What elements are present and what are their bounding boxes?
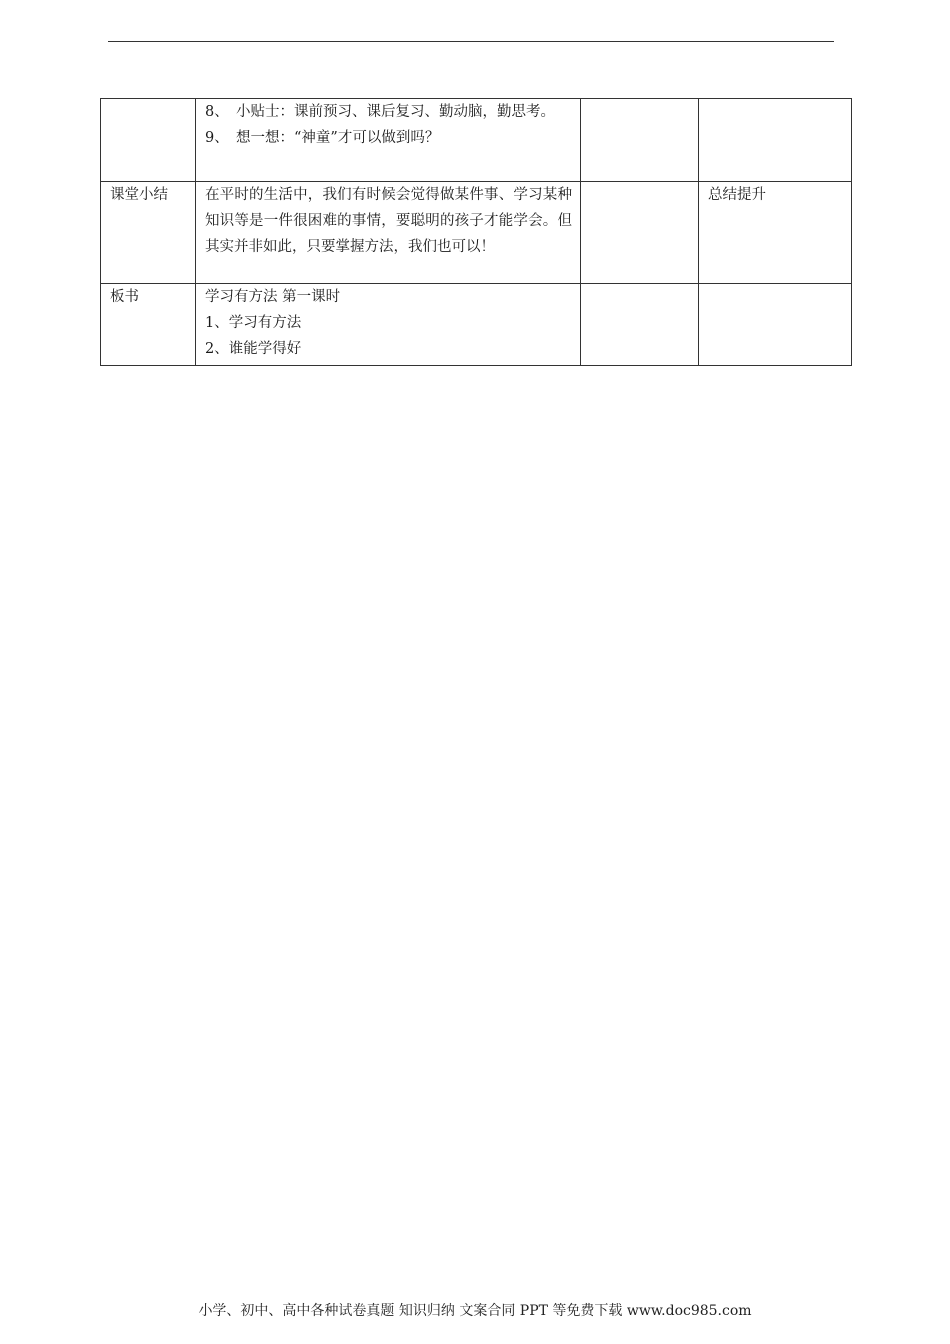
intent-cell: 总结提升 — [699, 182, 852, 284]
activity-cell — [581, 182, 699, 284]
activity-cell — [581, 284, 699, 366]
content-cell — [196, 99, 581, 182]
list-item — [205, 125, 572, 151]
item-text: 小贴士：课前预习、课后复习、勤动脑，勤思考。 — [236, 104, 555, 120]
content-cell — [196, 284, 581, 366]
intent-cell — [699, 284, 852, 366]
footer-text: 小学、初中、高中各种试卷真题 知识归纳 文案合同 PPT 等免费下载 www.doc985.com — [198, 1303, 752, 1319]
item-text: 想一想：“神童”才可以做到吗？ — [236, 130, 440, 146]
board-line: 2、谁能学得好 — [205, 341, 302, 357]
item-number: 8、 — [205, 104, 229, 120]
header-rule — [108, 41, 834, 42]
activity-cell — [581, 99, 699, 182]
table-row — [101, 284, 852, 366]
intent-cell — [699, 99, 852, 182]
list-item — [205, 99, 572, 125]
row-label-cell — [101, 99, 196, 182]
board-line: 学习有方法 第一课时 — [205, 289, 341, 305]
table-row — [101, 99, 852, 182]
table-row — [101, 182, 852, 284]
board-line: 1、学习有方法 — [205, 315, 302, 331]
row-label-cell: 课堂小结 — [101, 182, 196, 284]
row-label-cell: 板书 — [101, 284, 196, 366]
content-cell — [196, 182, 581, 284]
summary-paragraph: 在平时的生活中，我们有时候会觉得做某件事、学习某种知识等是一件很困难的事情，要聪明的孩子才能学会。但其实并非如此，只要掌握方法，我们也可以！ — [205, 187, 572, 255]
item-number: 9、 — [205, 130, 229, 146]
lesson-plan-table — [100, 98, 852, 366]
